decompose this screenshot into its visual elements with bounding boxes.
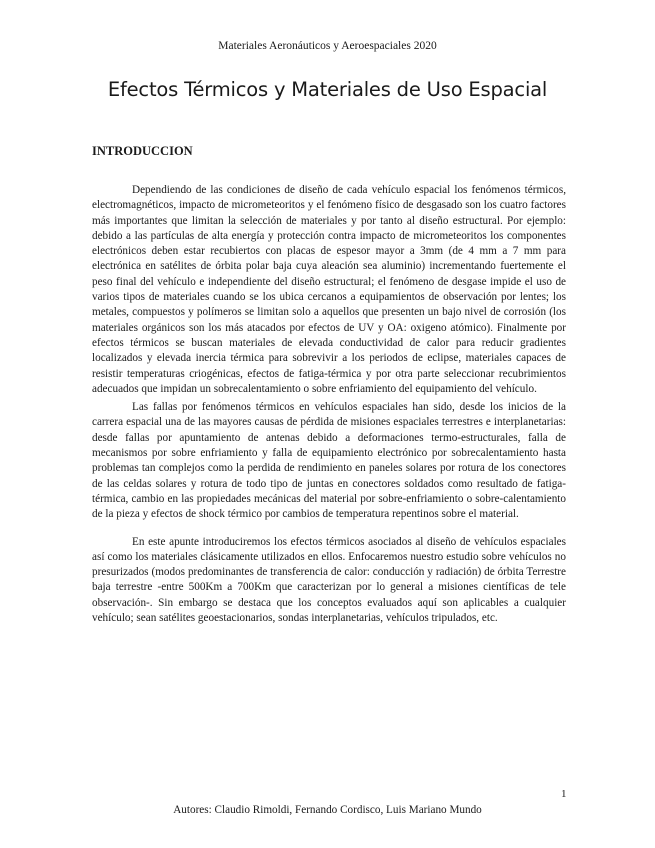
section-heading: INTRODUCCION bbox=[92, 144, 193, 158]
page-header: Materiales Aeronáuticos y Aeroespaciales 2020 bbox=[218, 40, 437, 52]
body-text bbox=[92, 183, 566, 626]
page-number: 1 bbox=[561, 788, 567, 800]
paragraph: En este apunte introduciremos los efectos térmicos asociados al diseño de vehículos espaciales así como los materiales clásicamente utilizados en ellos. Enfocaremos nuestro estudio sobre vehículos no presurizados (modos predominantes de transferencia de calor: conducción y radiación) de órbita Terrestre baja terrestre -entre 500Km a 700Km que caracterizan por lo general a misiones científicas de tele observación-. Sin embargo se destaca que los conceptos evaluados aquí son aplicables a cualquier vehículo; sean satélites geoestacionarios, sondas interplanetarias, vehículos tripulados, etc. bbox=[92, 535, 566, 625]
document-title: Efectos Térmicos y Materiales de Uso Espacial bbox=[107, 78, 548, 101]
page-footer: Autores: Claudio Rimoldi, Fernando Cordisco, Luis Mariano Mundo bbox=[173, 804, 482, 816]
paragraph: Las fallas por fenómenos térmicos en vehículos espaciales han sido, desde los inicios de la carrera espacial una de las mayores causas de pérdida de misiones espaciales terrestres e interplanetarias: desde fallas por apuntamiento de antenas debido a deformaciones termo-estructurales, falla de mecanismos por sobre enfriamiento y falla de equipamiento electrónico por sobrecalentamiento hasta problemas tan complejos como la perdida de rendimiento en paneles solares por rotura de los conectores de las celdas solares y rotura de todo tipo de juntas en conectores soldados como resultado de fatiga-térmica, cambio en las propiedades mecánicas del material por sobre-enfriamiento o sobre-calentamiento de la pieza y efectos de shock térmico por cambios de temperatura repentinos sobre el material. bbox=[92, 401, 566, 521]
paragraph: Dependiendo de las condiciones de diseño de cada vehículo espacial los fenómenos térmicos, electromagnéticos, impacto de micrometeoritos y el fenómeno físico de desgasado son los cuatro factores más importantes que limitan la selección de materiales y por tanto al diseño estructural. Por ejemplo: debido a las partículas de alta energía y protección contra impacto de micrometeoritos los componentes electrónicos deben estar recubiertos con placas de espesor mayor a 3mm (de 4 mm a 7 mm para electrónica en satélites de órbita polar baja cuya aleación sea aluminio) incrementando fuertemente el peso final del vehículo e independiente del diseño estructural; el fenómeno de desgase impide el uso de varios tipos de materiales cuando se los ubica cercanos a equipamientos de observación por lentes; los metales, compuestos y polímeros se limitan solo a aquellos que presenten un bajo nivel de corrosión (los materiales orgánicos son los más atacados por efectos de UV y OA: oxigeno atómico). Finalmente por efectos térmicos se buscan materiales de elevada conductividad de calor para reducir gradientes localizados y elevada inercia térmica para sobrevivir a los periodos de eclipse, materiales capaces de resistir temperaturas criogénicas, efectos de fatiga-térmica y por otra parte seleccionar recubrimientos adecuados que impidan un sobrecalentamiento o sobre enfriamiento del equipamiento del vehículo. bbox=[92, 184, 566, 395]
